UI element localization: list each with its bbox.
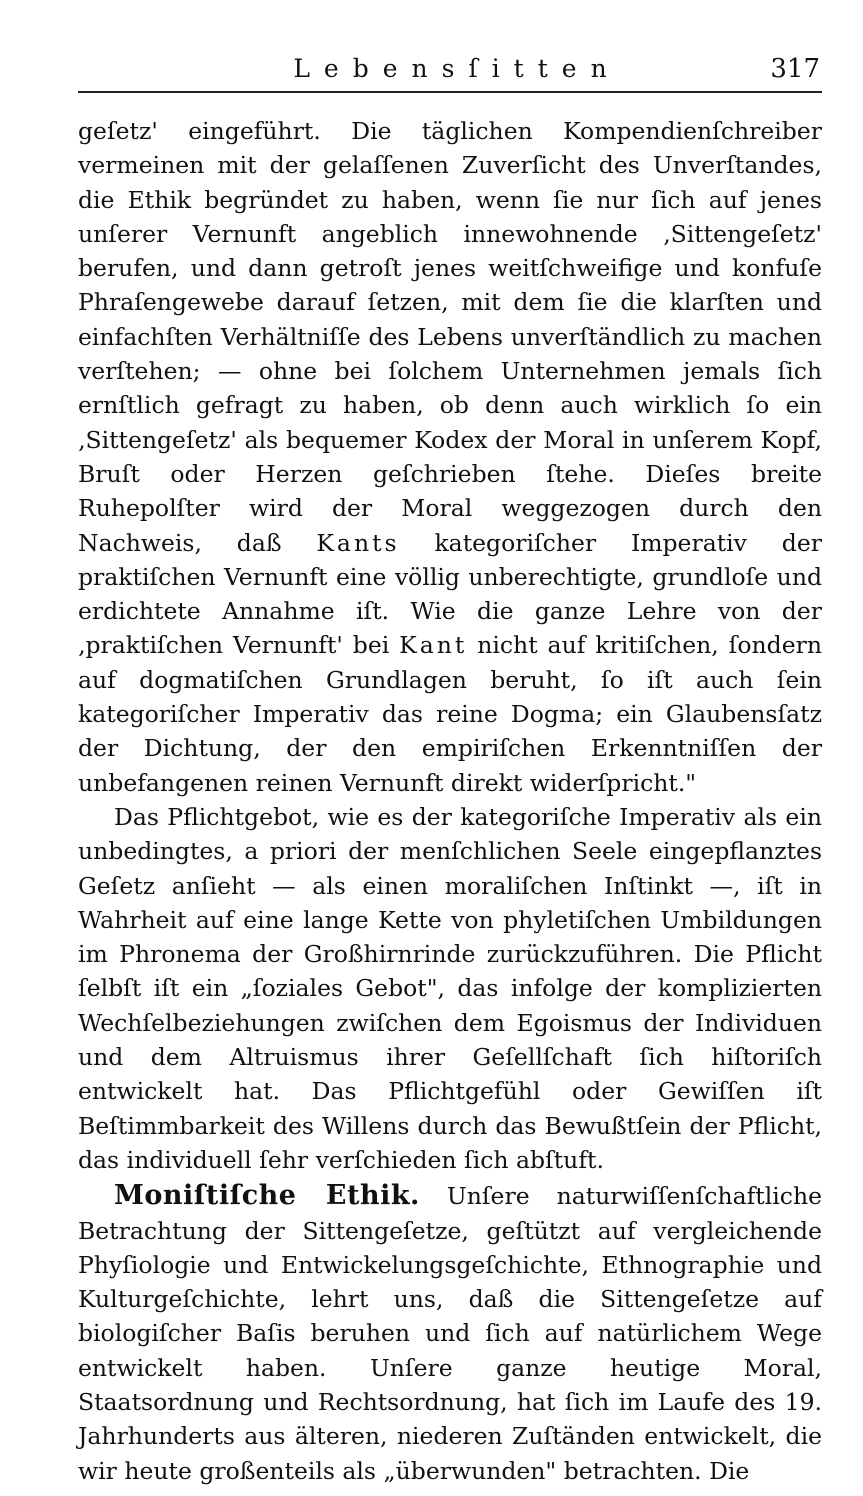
section-heading: Moniſtiſche Ethik. bbox=[114, 1180, 420, 1212]
paragraph-2: Das Pflichtgebot, wie es der kategoriſche Imperativ als ein unbedingtes, a priori der menſchlichen Seele eingepflanztes Geſetz anſieht — als einen moraliſchen Inſtinkt —, iſt in Wahrheit auf eine lange Kette von phyletiſchen Umbildungen im Phronema der Großhirnrinde zurückzuführen. Die Pflicht ſelbſt iſt ein „ſoziales Gebot", das infolge der komplizierten Wechſelbeziehungen zwiſchen dem Egoismus der Individuen und dem Altruismus ihrer Geſellſchaft ſich hiſtoriſch entwickelt hat. Das Pflichtgefühl oder Gewiſſen iſt Beſtimmbarkeit des Willens durch das Bewußtſein der Pflicht, das individuell ſehr verſchieden ſich abſtuft. bbox=[78, 802, 822, 1174]
header-rule bbox=[78, 91, 822, 93]
page-number: 317 bbox=[770, 54, 820, 84]
name-kants: Kants bbox=[316, 528, 400, 557]
paragraph-3 bbox=[78, 1179, 822, 1488]
body-text bbox=[78, 114, 822, 1488]
running-title: Lebensſitten bbox=[293, 54, 621, 83]
paragraph-1-text-b: kategoriſcher Imperativ der praktiſchen Vernunft eine völlig unberechtigte, grundloſe und erdichtete Annahme iſt. Wie die ganze Lehre von der ‚praktiſchen Vernunft' bei bbox=[78, 528, 822, 660]
name-kant: Kant bbox=[399, 631, 468, 660]
paragraph-1-text: geſetz' eingeführt. Die täglichen Kompendienſchreiber vermeinen mit der gelaſſenen Zuverſicht des Unverſtandes, die Ethik begründet zu haben, wenn ſie nur ſich auf jenes unſerer Vernunft angeblich innewohnende ‚Sittengeſetz' berufen, und dann getroſt jenes weitſchweifige und konfuſe Phraſengewebe darauf ſetzen, mit dem ſie die klarſten und einfachſten Verhältniſſe des Lebens unverſtändlich zu machen verſtehen; — ohne bei ſolchem Unternehmen jemals ſich ernſtlich gefragt zu haben, ob denn auch wirklich ſo ein ‚Sittengeſetz' als bequemer Kodex der Moral in unſerem Kopf, Bruſt oder Herzen geſchrieben ſtehe. Dieſes breite Ruhepolſter wird der Moral weggezogen durch den Nachweis, daß bbox=[78, 117, 822, 557]
paragraph-1 bbox=[78, 114, 822, 800]
running-head bbox=[78, 48, 822, 88]
paragraph-3-text: Unſere naturwiſſenſchaftliche Betrachtung der Sittengeſetze, geſtützt auf vergleichende Phyſiologie und Entwickelungsgeſchichte, Ethnographie und Kulturgeſchichte, lehrt uns, daß die Sittengeſetze auf biologiſcher Baſis beruhen und ſich auf natürlichem Wege entwickelt haben. Unſere ganze heutige Moral, Staatsordnung und Rechtsordnung, hat ſich im Laufe des 19. Jahrhunderts aus älteren, niederen Zuſtänden entwickelt, die wir heute großenteils als „überwunden" betrachten. Die bbox=[78, 1182, 822, 1485]
paragraph-1-text-c: nicht auf kritiſchen, ſondern auf dogmatiſchen Grundlagen beruht, ſo iſt auch ſein kategoriſcher Imperativ das reine Dogma; ein Glaubensſatz der Dichtung, der den empiriſchen Erkenntniſſen der unbefangenen reinen Vernunft direkt widerſpricht." bbox=[78, 631, 822, 797]
